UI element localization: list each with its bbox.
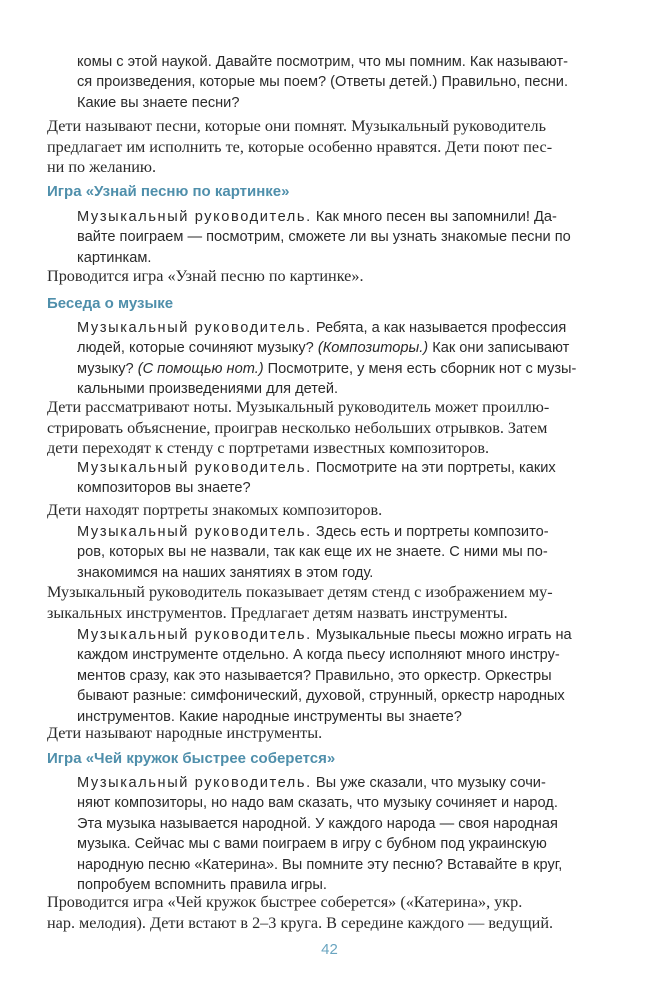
text-line: кальными произведениями для детей. xyxy=(77,381,339,398)
text-line: картинкам. xyxy=(77,249,152,266)
speech-block xyxy=(47,773,615,895)
narration-paragraph xyxy=(47,116,615,178)
text-line: каждом инструменте отдельно. А когда пьесу исполняют много инстру- xyxy=(77,647,560,664)
text-line: стрировать объяснение, проиграв несколько небольших отрывков. Затем xyxy=(47,418,548,437)
text-line xyxy=(77,359,615,379)
text-line xyxy=(77,207,615,227)
speech-text: людей, которые сочиняют музыку? xyxy=(77,340,318,357)
speech-text: Вы уже сказали, что музыку сочи- xyxy=(311,775,546,791)
text-line: Дети рассматривают ноты. Музыкальный руководитель может проиллю- xyxy=(47,398,550,416)
speech-continuation xyxy=(47,52,615,113)
speech-text: Как много песен вы запомнили! Да- xyxy=(311,209,557,225)
text-line: вайте поиграем — посмотрим, сможете ли вы узнать знакомые песни по xyxy=(77,229,571,246)
text-line: композиторов вы знаете? xyxy=(77,480,251,497)
text-line: ров, которых вы не назвали, так как еще их не знаете. С ними мы по- xyxy=(77,544,548,561)
narration-paragraph xyxy=(47,266,615,287)
text-line: ни по желанию. xyxy=(47,158,157,177)
narration-paragraph xyxy=(47,397,615,459)
text-line: Какие вы знаете песни? xyxy=(77,94,240,111)
text-line xyxy=(77,338,615,358)
text-line: Дети находят портреты знакомых композиторов. xyxy=(47,501,383,519)
text-line: Проводится игра «Чей кружок быстрее соберется» («Катерина», укр. xyxy=(47,893,523,911)
speaker-role: Музыкальный руководитель. xyxy=(77,320,312,336)
speaker-role: Музыкальный руководитель. xyxy=(77,775,312,791)
text-line: дети переходят к стенду с портретами известных композиторов. xyxy=(47,439,490,458)
text-line: ся произведения, которые мы поем? (Ответы детей.) Правильно, песни. xyxy=(77,74,569,91)
text-line: народную песню «Катерина». Вы помните эту песню? Вставайте в круг, xyxy=(77,856,563,873)
text-line: попробуем вспомнить правила игры. xyxy=(77,877,327,894)
speaker-role: Музыкальный руководитель. xyxy=(77,524,312,540)
text-line: зыкальных инструментов. Предлагает детям назвать инструменты. xyxy=(47,603,508,622)
text-line xyxy=(77,773,615,793)
text-line: знакомимся на наших занятиях в этом году. xyxy=(77,564,374,581)
speech-text: Здесь есть и портреты композито- xyxy=(311,524,549,540)
speech-block xyxy=(47,207,615,268)
section-heading: Игра «Чей кружок быстрее соберется» xyxy=(47,750,336,767)
section-heading: Игра «Узнай песню по картинке» xyxy=(47,183,290,200)
text-line: Проводится игра «Узнай песню по картинке». xyxy=(47,267,364,285)
speaker-role: Музыкальный руководитель. xyxy=(77,209,312,225)
speech-block xyxy=(47,318,615,400)
speech-text: Как они записывают xyxy=(428,340,570,357)
text-line xyxy=(77,318,615,338)
narration-paragraph xyxy=(47,723,615,744)
text-line xyxy=(77,625,615,645)
section-heading: Беседа о музыке xyxy=(47,295,174,312)
speaker-role: Музыкальный руководитель. xyxy=(77,627,312,643)
speech-text: Посмотрите на эти портреты, каких xyxy=(311,460,556,476)
text-line: ментов сразу, как это называется? Правильно, это оркестр. Оркестры xyxy=(77,667,552,684)
text-line: Дети называют народные инструменты. xyxy=(47,724,323,742)
text-line: бывают разные: симфонический, духовой, струнный, оркестр народных xyxy=(77,688,565,705)
text-line: инструментов. Какие народные инструменты вы знаете? xyxy=(77,708,462,725)
speech-text: Ребята, а как называется профессия xyxy=(311,320,567,336)
text-line: Эта музыка называется народной. У каждого народа — своя народная xyxy=(77,815,558,832)
page-number: 42 xyxy=(321,941,338,958)
narration-paragraph xyxy=(47,500,615,521)
text-line: Дети называют песни, которые они помнят. Музыкальный руководитель xyxy=(47,117,546,135)
text-line: комы с этой наукой. Давайте посмотрим, что мы помним. Как называют- xyxy=(77,54,568,70)
speech-text: Посмотрите, у меня есть сборник нот с музы- xyxy=(263,360,577,377)
speaker-role: Музыкальный руководитель. xyxy=(77,460,312,476)
speech-block xyxy=(47,625,615,727)
narration-paragraph xyxy=(47,582,615,623)
text-line: Музыкальный руководитель показывает детям стенд с изображением му- xyxy=(47,583,553,601)
speech-block xyxy=(47,458,615,499)
text-line xyxy=(77,522,615,542)
speech-text: Музыкальные пьесы можно играть на xyxy=(311,627,572,643)
text-line: нар. мелодия). Дети встают в 2–3 круга. В середине каждого — ведущий. xyxy=(47,913,554,932)
speech-text: музыку? xyxy=(77,360,138,377)
text-line: предлагает им исполнить те, которые особенно нравятся. Дети поют пес- xyxy=(47,137,553,156)
narration-paragraph xyxy=(47,892,615,933)
italic-answer: (С помощью нот.) xyxy=(137,360,264,377)
text-line: няют композиторы, но надо вам сказать, что музыку сочиняет и народ. xyxy=(77,795,558,812)
text-line xyxy=(77,458,615,478)
speech-block xyxy=(47,522,615,583)
text-line: музыка. Сейчас мы с вами поиграем в игру с бубном под украинскую xyxy=(77,836,547,853)
italic-answer: (Композиторы.) xyxy=(317,340,429,357)
